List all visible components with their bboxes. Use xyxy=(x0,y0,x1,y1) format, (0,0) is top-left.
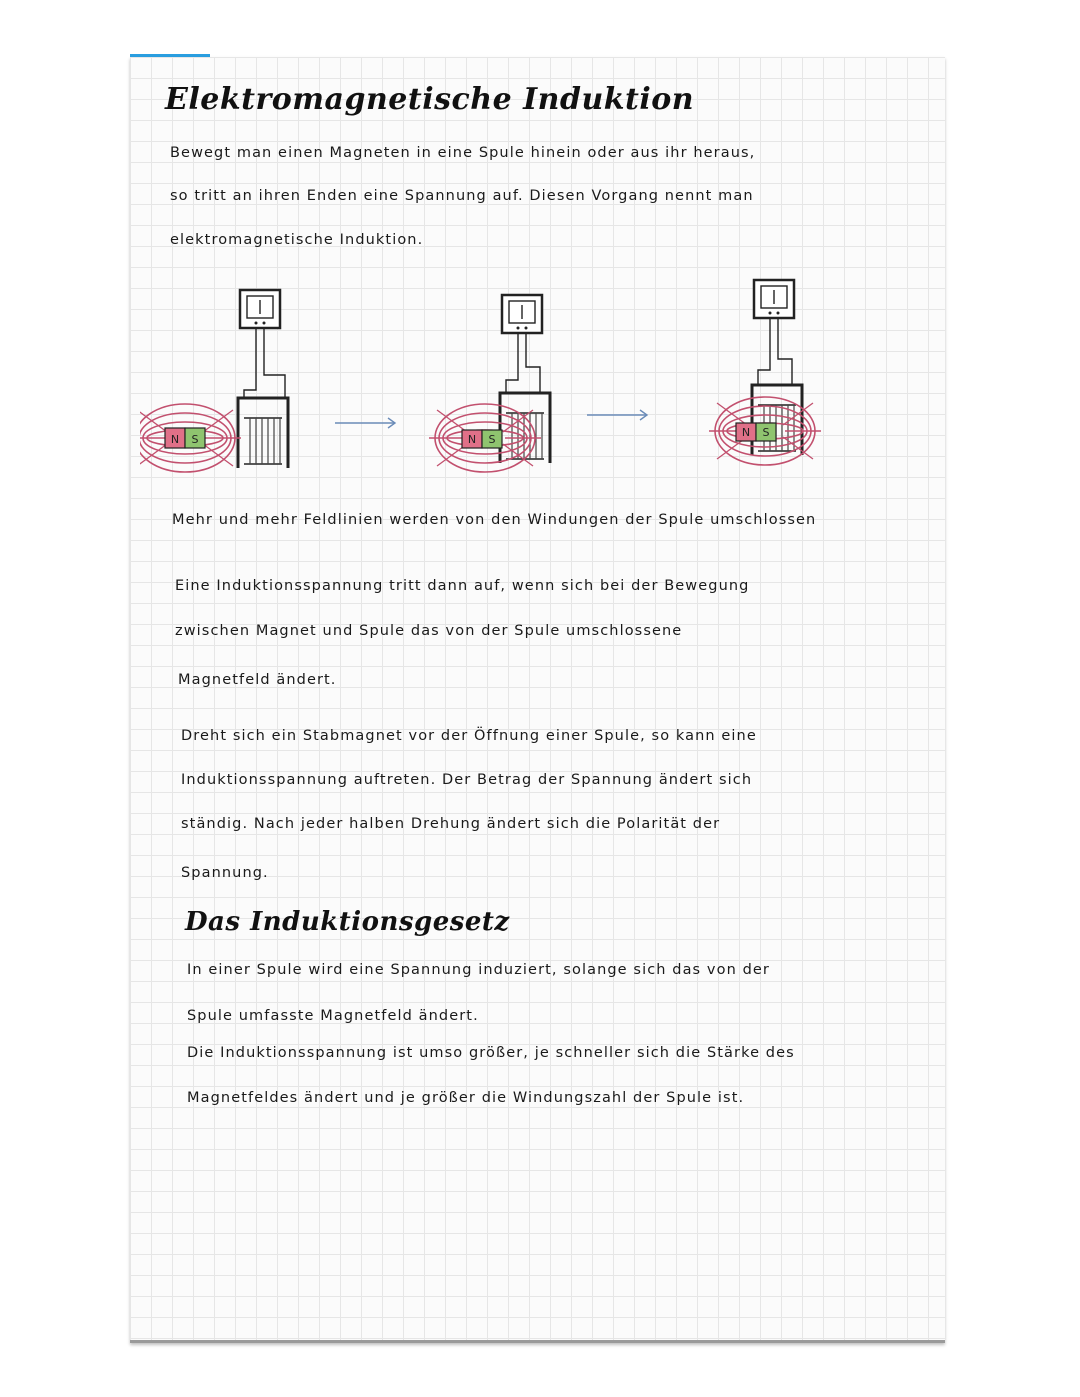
arrow-icon xyxy=(587,410,647,420)
stage-2-setup xyxy=(429,295,550,472)
stage-3-setup xyxy=(709,280,821,465)
intro-line-3: elektromagnetische Induktion. xyxy=(170,232,424,248)
paragraph2-line-3: ständig. Nach jeder halben Drehung ändert sich die Polarität der xyxy=(181,816,721,832)
law-line-2: Spule umfasste Magnetfeld ändert. xyxy=(187,1008,479,1024)
stage-1-setup xyxy=(140,290,288,472)
coil-icon xyxy=(238,398,288,468)
diagram-caption: Mehr und mehr Feldlinien werden von den Windungen der Spule umschlossen xyxy=(172,512,817,528)
arrow-icon xyxy=(335,418,395,428)
page-title: Elektromagnetische Induktion xyxy=(165,82,695,117)
law-line-4: Magnetfeldes ändert und je größer die Windungszahl der Spule ist. xyxy=(187,1090,745,1106)
law-line-3: Die Induktionsspannung ist umso größer, je schneller sich die Stärke des xyxy=(187,1045,795,1061)
intro-line-1: Bewegt man einen Magneten in eine Spule hinein oder aus ihr heraus, xyxy=(170,145,756,161)
north-label: N xyxy=(741,426,751,439)
north-label: N xyxy=(467,433,477,446)
law-line-1: In einer Spule wird eine Spannung induziert, solange sich das von der xyxy=(187,962,770,978)
voltmeter-icon xyxy=(240,290,280,328)
south-label: S xyxy=(191,433,199,446)
south-label: S xyxy=(488,433,496,446)
section-title: Das Induktionsgesetz xyxy=(185,907,510,937)
voltmeter-icon xyxy=(754,280,794,318)
paragraph2-line-2: Induktionsspannung auftreten. Der Betrag der Spannung ändert sich xyxy=(181,772,753,788)
paragraph2-line-1: Dreht sich ein Stabmagnet vor der Öffnung einer Spule, so kann eine xyxy=(181,728,757,744)
notebook-page xyxy=(130,57,945,1343)
paragraph1-line-1: Eine Induktionsspannung tritt dann auf, wenn sich bei der Bewegung xyxy=(175,578,750,594)
north-label: N xyxy=(170,433,180,446)
south-label: S xyxy=(762,426,770,439)
induction-diagram xyxy=(140,275,830,490)
intro-line-2: so tritt an ihren Enden eine Spannung auf. Diesen Vorgang nennt man xyxy=(170,188,754,204)
paragraph1-line-2: zwischen Magnet und Spule das von der Spule umschlossene xyxy=(175,623,683,639)
paragraph2-line-4: Spannung. xyxy=(181,865,269,881)
paragraph1-line-3: Magnetfeld ändert. xyxy=(178,672,337,688)
voltmeter-icon xyxy=(502,295,542,333)
